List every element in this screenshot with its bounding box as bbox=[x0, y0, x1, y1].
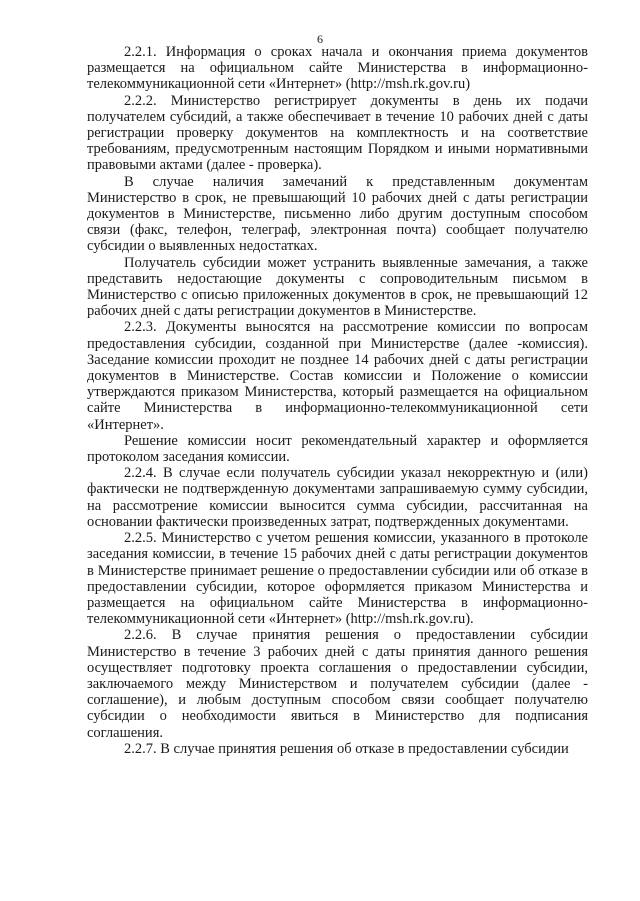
paragraph-2-2-3: 2.2.3. Документы выносятся на рассмотрение комиссии по вопросам предоставления субсидии, созданной при Министерстве (далее -комиссия). Заседание комиссии проходит не позднее 14 рабочих дней с даты регистрации документов в Министерстве. Состав комиссии и Положение о комиссии утверждаются приказом Министерства, который размещается на официальном сайте Министерства в информационно-телекоммуникационной сети «Интернет». bbox=[87, 319, 588, 433]
paragraph-2-2-2: 2.2.2. Министерство регистрирует документы в день их подачи получателем субсидий, а также обеспечивает в течение 10 рабочих дней с даты регистрации проверку документов на комплектность и на соответствие требованиям, предусмотренным настоящим Порядком и иными нормативными правовыми актами (далее - проверка). bbox=[87, 92, 588, 174]
paragraph-2-2-1: 2.2.1. Информация о сроках начала и окончания приема документов размещается на официальном сайте Министерства в информационно-телекоммуникационной сети «Интернет» (http://msh.rk.gov.ru) bbox=[87, 44, 588, 93]
page-number: 6 bbox=[317, 32, 323, 46]
paragraph-2-2-4: 2.2.4. В случае если получатель субсидии указал некорректную и (или) фактически не подтвержденную документами запрашиваемую сумму субсидии, на рассмотрение комиссии выносится сумма субсидии, рассчитанная на основании фактически произведенных затрат, подтвержденных документами. bbox=[87, 465, 588, 530]
document-body bbox=[87, 44, 588, 757]
paragraph-corrections: Получатель субсидии может устранить выявленные замечания, а также представить недостающие документы с сопроводительным письмом в Министерство с описью приложенных документов в срок, не превышающий 12 рабочих дней с даты регистрации документов в Министерстве. bbox=[87, 254, 588, 320]
paragraph-2-2-5: 2.2.5. Министерство с учетом решения комиссии, указанного в протоколе заседания комиссии, в течение 15 рабочих дней с даты регистрации документов в Министерстве принимает решение о предоставлении субсидии или об отказе в предоставлении субсидии, которое оформляется приказом Министерства и размещается на официальном сайте Министерства в информационно-телекоммуникационной сети «Интернет» (http://msh.rk.gov.ru). bbox=[87, 530, 588, 628]
paragraph-2-2-6: 2.2.6. В случае принятия решения о предоставлении субсидии Министерство в течение 3 рабочих дней с даты принятия данного решения осуществляет подготовку проекта соглашения о предоставлении субсидии, заключаемого между Министерством и получателем субсидии (далее - соглашение), и любым доступным способом связи сообщает получателю субсидии о необходимости явиться в Министерство для подписания соглашения. bbox=[87, 627, 588, 741]
paragraph-remarks: В случае наличия замечаний к представленным документам Министерство в срок, не превышающий 10 рабочих дней с даты регистрации документов в Министерстве, письменно либо другим доступным способом связи (факс, телефон, телеграф, электронная почта) сообщает получателю субсидии о выявленных недостатках. bbox=[87, 173, 588, 255]
paragraph-2-2-7: 2.2.7. В случае принятия решения об отказе в предоставлении субсидии bbox=[124, 740, 569, 757]
paragraph-commission-decision: Решение комиссии носит рекомендательный характер и оформляется протоколом заседания комиссии. bbox=[87, 432, 588, 466]
